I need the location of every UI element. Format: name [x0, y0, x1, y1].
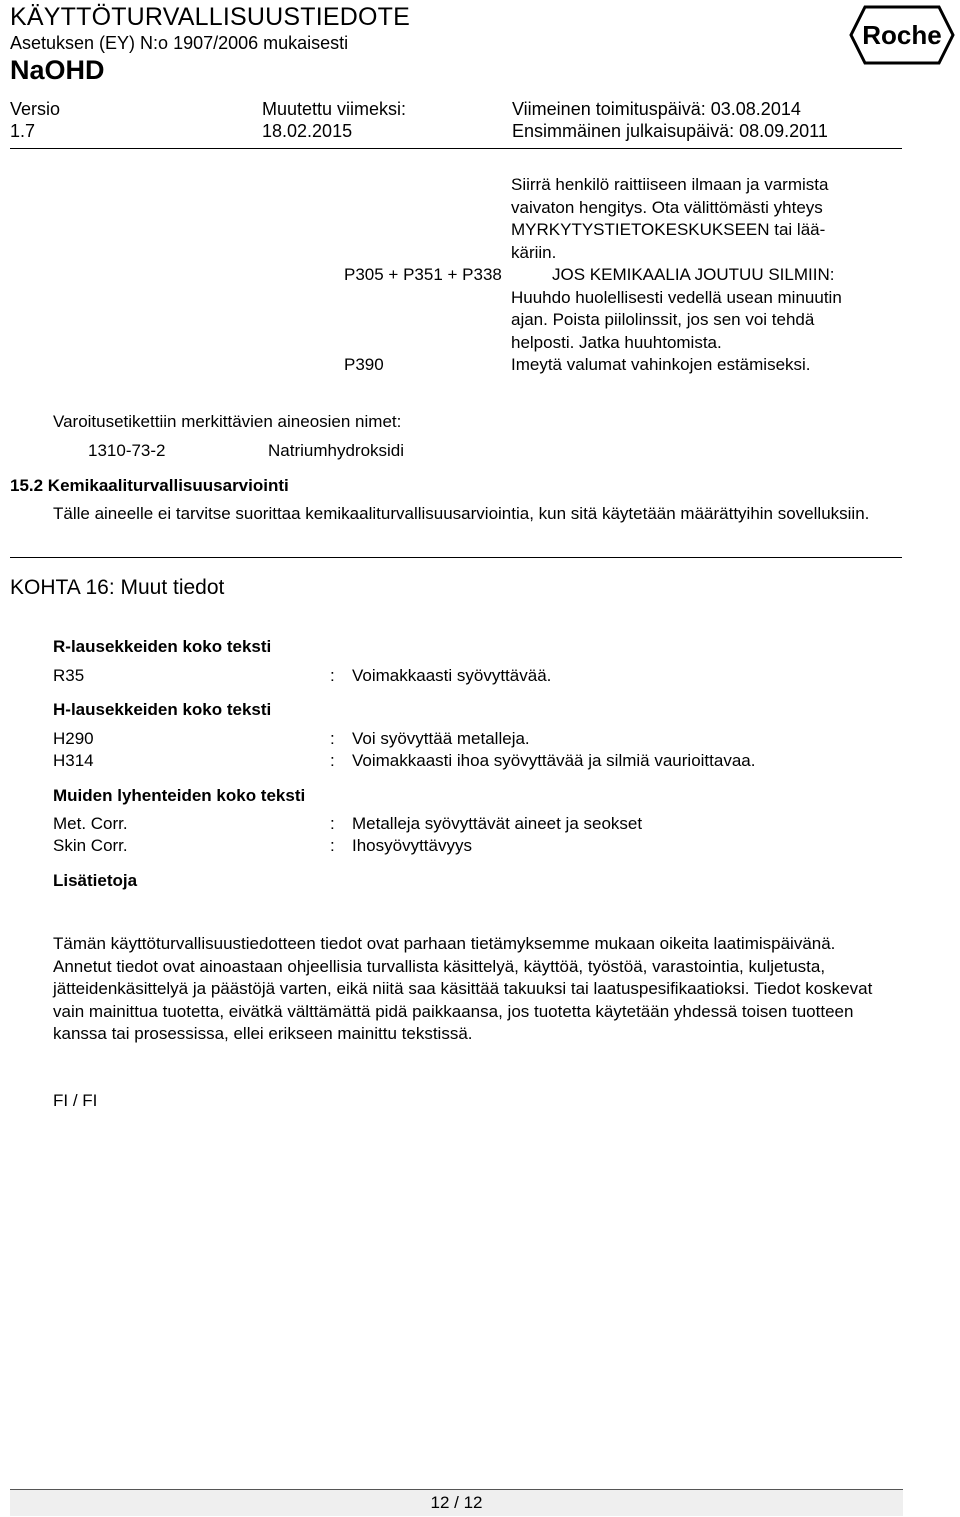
separator: :	[330, 729, 335, 748]
abbreviation-text: Metalleja syövyttävät aineet ja seokset	[352, 814, 643, 833]
precaution-line: käriin.	[511, 243, 557, 262]
separator: :	[330, 666, 335, 685]
p390-code: P390	[344, 355, 384, 374]
logo-text: Roche	[862, 20, 942, 50]
separator: :	[330, 814, 335, 833]
modified-label: Muutettu viimeksi:	[262, 99, 407, 119]
precaution-line: MYRKYTYSTIETOKESKUKSEEN tai lää-	[511, 220, 826, 239]
version-value: 1.7	[10, 121, 36, 141]
r-phrases-heading: R-lausekkeiden koko teksti	[53, 637, 272, 656]
section-15-2-heading: 15.2 Kemikaaliturvallisuusarviointi	[10, 476, 289, 495]
header-divider	[10, 148, 902, 149]
h-statements-heading: H-lausekkeiden koko teksti	[53, 700, 272, 719]
h-statement-text: Voi syövyttää metalleja.	[352, 729, 530, 748]
page-number: 12 / 12	[430, 1493, 483, 1512]
precaution-line: Siirrä henkilö raittiiseen ilmaan ja varmista	[511, 175, 829, 194]
p390-text: Imeytä valumat vahinkojen estämiseksi.	[511, 355, 811, 374]
h-statement-code: H290	[53, 729, 94, 748]
footer-bar	[10, 1489, 903, 1516]
abbreviation-code: Skin Corr.	[53, 836, 128, 855]
precaution-line: vaivaton hengitys. Ota välittömästi yhteys	[511, 198, 823, 217]
roche-logo	[849, 4, 955, 66]
abbreviation-text: Ihosyövyttävyys	[352, 836, 472, 855]
r-phrase-code: R35	[53, 666, 85, 685]
language-code: FI / FI	[53, 1091, 98, 1110]
cas-number: 1310-73-2	[88, 441, 166, 460]
p305-line: helposti. Jatka huuhtomista.	[511, 333, 722, 352]
component-name: Natriumhydroksidi	[268, 441, 405, 460]
first-issue-date: Ensimmäinen julkaisupäivä: 08.09.2011	[512, 121, 828, 141]
p305-code: P305 + P351 + P338	[344, 265, 502, 284]
section-16-heading: KOHTA 16: Muut tiedot	[10, 576, 225, 599]
version-label: Versio	[10, 99, 61, 119]
product-name: NaOHD	[10, 55, 105, 85]
h-statement-code: H314	[53, 751, 94, 770]
document-title: KÄYTTÖTURVALLISUUSTIEDOTE	[10, 3, 410, 31]
additional-info-text: Tämän käyttöturvallisuustiedotteen tiedot ovat parhaan tietämyksemme mukaan oikeita laatimispäivänä. Annetut tiedot ovat ainoastaan ohjeellisia turvallista käsittelyä, käyttöä, työstöä, varastointia, kuljetusta, jätteidenkäsittelyä ja päästöjä varten, eikä niitä saa käsittää takuuksi tai laatuspesifikaatioksi. Tiedot koskevat vain mainittua tuotetta, eivätkä välttämättä pidä paikkaansa, jos tuotetta käytetään yhdessä toisen tuotteen kanssa tai prosessissa, ellei erikseen mainittu tekstissä.	[53, 934, 873, 1043]
p305-line: JOS KEMIKAALIA JOUTUU SILMIIN:	[552, 265, 835, 284]
section-15-2-text: Tälle aineelle ei tarvitse suorittaa kemikaaliturvallisuusarviointia, kun sitä käytetään määrättyihin sovelluksiin.	[53, 504, 870, 523]
section-divider	[10, 557, 902, 558]
separator: :	[330, 836, 335, 855]
r-phrase-text: Voimakkaasti syövyttävää.	[352, 666, 552, 685]
label-components-heading: Varoitusetikettiin merkittävien aineosien nimet:	[53, 412, 402, 431]
additional-info-heading: Lisätietoja	[53, 871, 138, 890]
modified-value: 18.02.2015	[262, 121, 353, 141]
last-issue-date: Viimeinen toimituspäivä: 03.08.2014	[512, 99, 801, 119]
abbreviation-code: Met. Corr.	[53, 814, 128, 833]
p305-line: Huuhdo huolellisesti vedellä usean minuutin	[511, 288, 842, 307]
regulation-text: Asetuksen (EY) N:o 1907/2006 mukaisesti	[10, 33, 349, 53]
h-statement-text: Voimakkaasti ihoa syövyttävää ja silmiä vaurioittavaa.	[352, 751, 756, 770]
separator: :	[330, 751, 335, 770]
abbreviations-heading: Muiden lyhenteiden koko teksti	[53, 786, 306, 805]
p305-line: ajan. Poista piilolinssit, jos sen voi tehdä	[511, 310, 815, 329]
